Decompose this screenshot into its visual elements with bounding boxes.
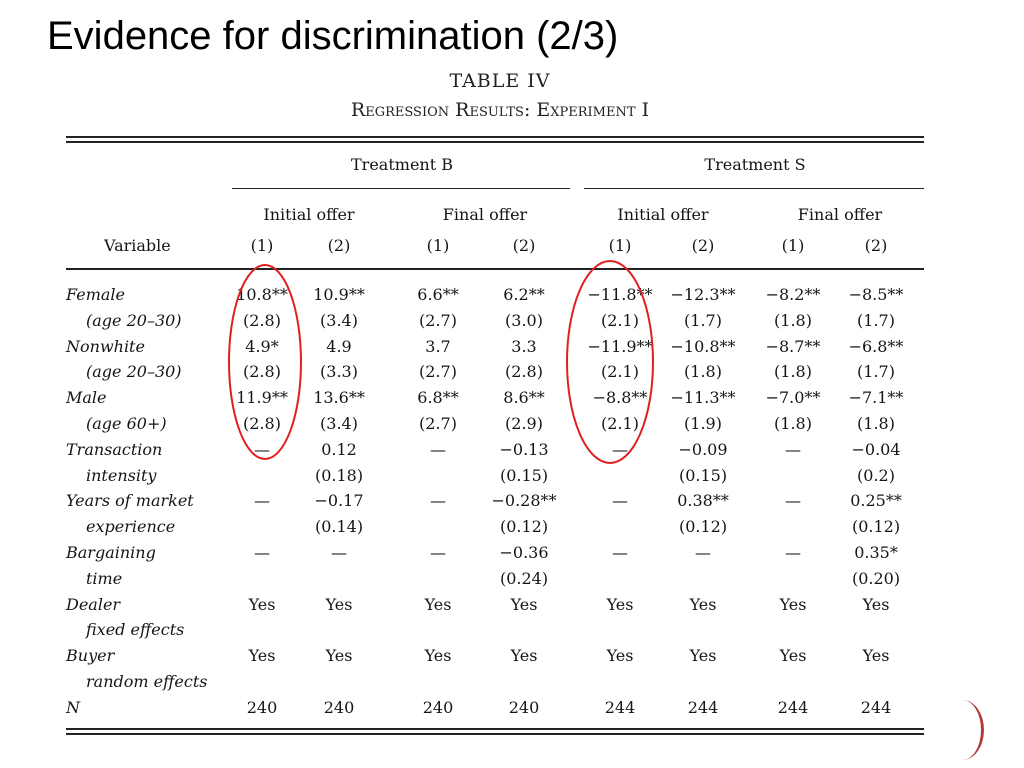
table-cell: (2.8)	[243, 310, 281, 330]
header-rule	[66, 268, 924, 270]
column-label: (1)	[608, 236, 632, 255]
row-label: intensity	[86, 465, 157, 485]
table-cell: —	[695, 543, 711, 562]
column-label: (2)	[327, 236, 351, 255]
table-cell: (2.1)	[601, 414, 639, 433]
table-cell: Yes	[779, 594, 807, 614]
table-cell: 244	[687, 697, 719, 717]
table-cell: 6.8**	[417, 388, 459, 408]
table-cell: Yes	[689, 646, 717, 666]
table-cell: 240	[246, 697, 278, 717]
table-cell: −7.0**	[765, 388, 821, 408]
table-cell: (0.15)	[678, 465, 728, 485]
table-cell: (0.12)	[678, 517, 728, 537]
table-cell: —	[331, 543, 347, 562]
row-label: Female	[66, 285, 125, 304]
row-label: Bargaining	[66, 543, 156, 562]
table-cell: (2.8)	[243, 414, 281, 433]
table-cell: (1.8)	[774, 414, 812, 433]
table-caption: TABLE IV	[449, 70, 551, 92]
table-cell: Yes	[424, 646, 452, 666]
table-cell: −7.1**	[848, 388, 904, 408]
table-cell: (1.7)	[857, 310, 895, 330]
group-header: Treatment B	[351, 155, 453, 174]
table-cell: (1.8)	[857, 414, 895, 433]
table-cell: —	[254, 543, 270, 562]
row-label: random effects	[86, 672, 208, 691]
row-label: (age 20–30)	[86, 362, 182, 382]
table-cell: —	[785, 543, 801, 562]
table-cell: −0.04	[851, 439, 901, 459]
row-label: Transaction	[66, 439, 163, 459]
table-cell: (3.4)	[320, 414, 358, 433]
table-cell: (0.15)	[499, 465, 549, 485]
table-cell: (0.18)	[314, 465, 364, 485]
table-cell: 6.2**	[503, 285, 545, 304]
group-header: Treatment S	[704, 155, 806, 174]
table-cell: (3.0)	[505, 310, 543, 330]
table-cell: 240	[422, 697, 454, 717]
row-label: Male	[66, 388, 107, 408]
subgroup-header: Final offer	[797, 205, 883, 224]
table-cell: —	[612, 543, 628, 562]
table-cell: −0.28**	[491, 491, 557, 511]
table-cell: 10.8**	[236, 285, 288, 304]
table-cell: −8.8**	[592, 388, 648, 408]
table-cell: —	[254, 439, 270, 459]
table-cell: (0.2)	[857, 465, 895, 485]
table-cell: (0.12)	[499, 517, 549, 537]
table-cell: (2.7)	[419, 362, 457, 382]
table-cell: Yes	[606, 646, 634, 666]
table-cell: 6.6**	[417, 285, 459, 304]
table-cell: 0.38**	[677, 491, 729, 511]
table-cell: −8.2**	[765, 285, 821, 304]
slide-title: Evidence for discrimination (2/3)	[47, 14, 619, 58]
top-rule-1	[66, 136, 924, 138]
table-cell: (2.7)	[419, 414, 457, 433]
table-cell: (1.8)	[684, 362, 722, 382]
row-label: Nonwhite	[66, 336, 145, 356]
table-cell: (3.3)	[320, 362, 358, 382]
row-label: Buyer	[66, 646, 115, 666]
row-label: N	[66, 697, 80, 717]
table-cell: —	[785, 491, 801, 511]
table-cell: 0.25**	[850, 491, 902, 511]
table-cell: —	[254, 491, 270, 511]
table-cell: 0.35*	[854, 543, 898, 562]
table-cell: −12.3**	[670, 285, 736, 304]
table-cell: 240	[508, 697, 540, 717]
column-label: (1)	[781, 236, 805, 255]
table-cell: 11.9**	[236, 388, 288, 408]
subgroup-header: Initial offer	[617, 205, 709, 224]
table-cell: −11.9**	[587, 336, 653, 356]
table-subtitle: Regression Results: Experiment I	[350, 99, 650, 121]
table-cell: Yes	[779, 646, 807, 666]
table-cell: 0.12	[321, 439, 357, 459]
table-cell: −0.36	[499, 543, 549, 562]
table-cell: Yes	[862, 594, 890, 614]
row-label: (age 20–30)	[86, 310, 182, 330]
table-cell: 3.7	[425, 336, 451, 356]
group-underline	[584, 188, 924, 189]
table-cell: Yes	[424, 594, 452, 614]
table-cell: 244	[777, 697, 809, 717]
row-label: (age 60+)	[86, 414, 167, 433]
table-cell: 244	[604, 697, 636, 717]
variable-header: Variable	[104, 236, 171, 255]
table-cell: (2.7)	[419, 310, 457, 330]
table-cell: (2.8)	[505, 362, 543, 382]
table-cell: 3.3	[511, 336, 537, 356]
group-underline	[232, 188, 570, 189]
column-label: (2)	[512, 236, 536, 255]
table-cell: 8.6**	[503, 388, 545, 408]
table-cell: −8.7**	[765, 336, 821, 356]
table-cell: −0.09	[678, 439, 728, 459]
table-cell: 4.9	[326, 336, 352, 356]
table-cell: −11.8**	[587, 285, 653, 304]
table-cell: Yes	[510, 646, 538, 666]
subgroup-header: Final offer	[442, 205, 528, 224]
column-label: (2)	[864, 236, 888, 255]
table-cell: —	[612, 439, 628, 459]
subgroup-header: Initial offer	[263, 205, 355, 224]
top-rule-2	[66, 141, 924, 143]
table-cell: (2.1)	[601, 310, 639, 330]
table-cell: (0.14)	[314, 517, 364, 537]
table-cell: (2.1)	[601, 362, 639, 382]
table-cell: (2.8)	[243, 362, 281, 382]
table-cell: (1.8)	[774, 310, 812, 330]
table-cell: 244	[860, 697, 892, 717]
table-cell: —	[430, 543, 446, 562]
table-cell: −11.3**	[670, 388, 736, 408]
row-label: experience	[86, 517, 176, 537]
table-cell: (1.8)	[774, 362, 812, 382]
table-cell: —	[785, 439, 801, 459]
column-label: (2)	[691, 236, 715, 255]
table-cell: Yes	[248, 594, 276, 614]
table-cell: 4.9*	[245, 336, 279, 356]
table-cell: Yes	[510, 594, 538, 614]
bottom-rule-2	[66, 733, 924, 735]
table-cell: (1.7)	[684, 310, 722, 330]
table-cell: —	[430, 439, 446, 459]
table-cell: −0.13	[499, 439, 549, 459]
table-cell: Yes	[325, 594, 353, 614]
row-label: time	[86, 568, 123, 588]
table-cell: −8.5**	[848, 285, 904, 304]
table-cell: (0.12)	[851, 517, 901, 537]
table-cell: (0.24)	[499, 568, 549, 588]
table-cell: (1.7)	[857, 362, 895, 382]
table-cell: (0.20)	[851, 568, 901, 588]
table-cell: Yes	[689, 594, 717, 614]
row-label: Years of market	[66, 491, 194, 511]
column-label: (1)	[426, 236, 450, 255]
row-label: fixed effects	[86, 620, 185, 640]
table-cell: Yes	[325, 646, 353, 666]
table-cell: 13.6**	[313, 388, 365, 408]
column-label: (1)	[250, 236, 274, 255]
table-cell: −0.17	[314, 491, 364, 511]
row-label: Dealer	[66, 594, 121, 614]
table-cell: (1.9)	[684, 414, 722, 433]
table-cell: Yes	[862, 646, 890, 666]
table-cell: −10.8**	[670, 336, 736, 356]
table-cell: −6.8**	[848, 336, 904, 356]
table-cell: —	[430, 491, 446, 511]
table-cell: 10.9**	[313, 285, 365, 304]
table-cell: —	[612, 491, 628, 511]
table-cell: Yes	[606, 594, 634, 614]
table-cell: Yes	[248, 646, 276, 666]
slide-decoration	[941, 700, 984, 760]
table-cell: (2.9)	[505, 414, 543, 433]
bottom-rule-1	[66, 728, 924, 730]
table-cell: (3.4)	[320, 310, 358, 330]
table-cell: 240	[323, 697, 355, 717]
